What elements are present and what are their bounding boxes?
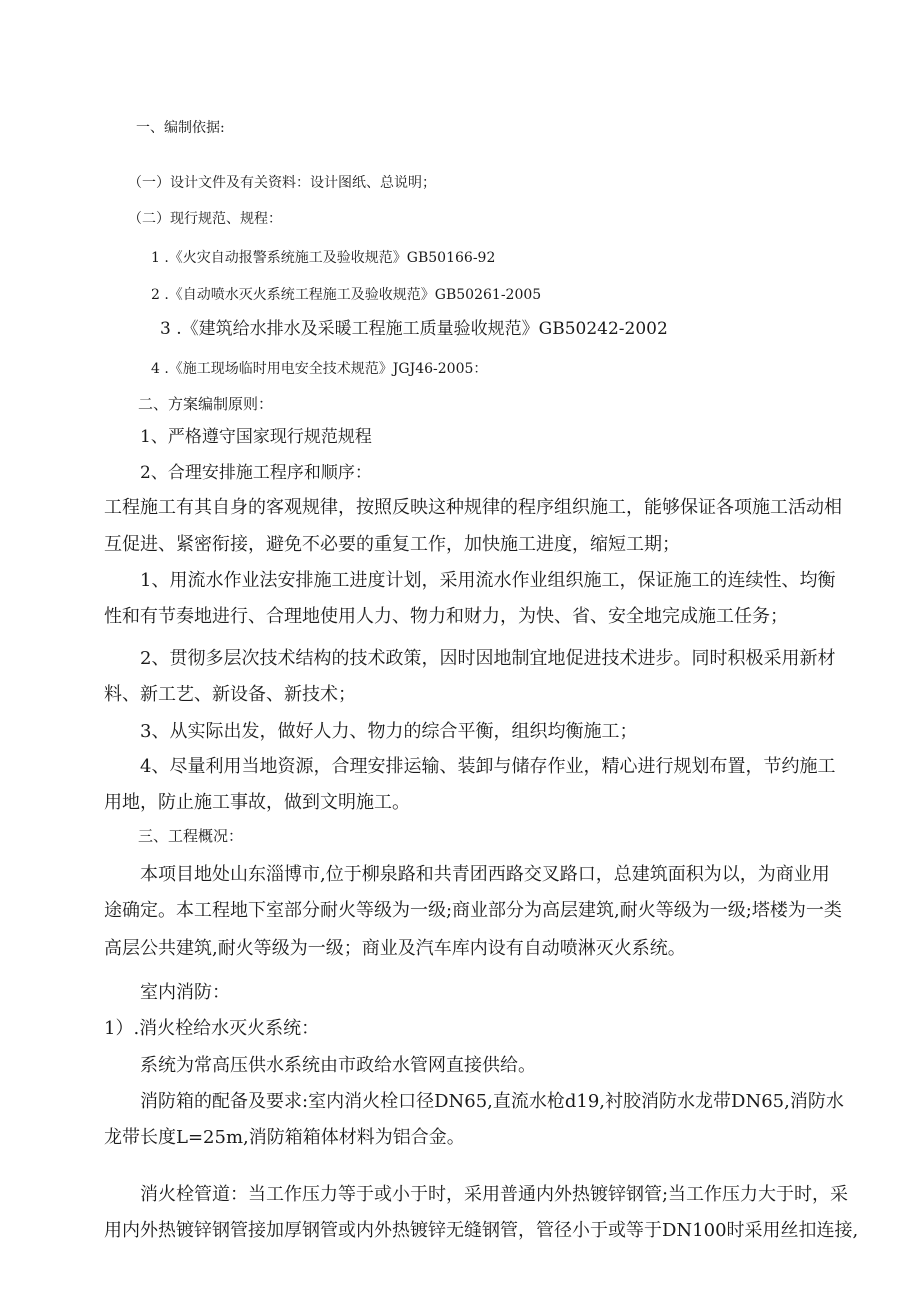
spec-item-1: 1 .《火灾自动报警系统施工及验收规范》GB50166-92	[151, 250, 496, 266]
paragraph-line: 途确定。本工程地下室部分耐火等级为一级;商业部分为高层建筑,耐火等级为一级;塔楼为一类	[104, 900, 842, 921]
basis-item-2: （二）现行规范、规程：	[128, 211, 282, 227]
spec-item-2: 2 .《自动喷水灭火系统工程施工及验收规范》GB50261-2005	[151, 287, 542, 303]
paragraph-line: 消火栓管道：当工作压力等于或小于时，采用普通内外热镀锌钢管;当工作压力大于时，采	[140, 1184, 849, 1205]
subheading-hydrant: 1）.消火栓给水灭火系统：	[104, 1018, 320, 1039]
heading-principles: 二、方案编制原则：	[138, 395, 274, 413]
basis-item-1: （一）设计文件及有关资料：设计图纸、总说明；	[128, 175, 436, 191]
paragraph-line: 互促进、紧密衔接，避免不必要的重复工作，加快施工进度，缩短工期；	[104, 534, 680, 555]
paragraph-line: 高层公共建筑,耐火等级为一级；商业及汽车库内设有自动喷淋灭火系统。	[104, 938, 686, 959]
paragraph-line: 4、尽量利用当地资源，合理安排运输、装卸与储存作业，精心进行规划布置，节约施工	[140, 756, 836, 777]
principle-1: 1、严格遵守国家现行规范规程	[140, 427, 372, 447]
paragraph-line: 系统为常高压供水系统由市政给水管网直接供给。	[140, 1055, 536, 1076]
paragraph-line: 龙带长度L=25m,消防箱箱体材料为铝合金。	[104, 1127, 465, 1148]
paragraph-line: 2、贯彻多层次技术结构的技术政策，因时因地制宜地促进技术进步。同时积极采用新材	[140, 648, 836, 669]
paragraph-line: 3、从实际出发，做好人力、物力的综合平衡，组织均衡施工；	[140, 721, 638, 742]
spec-item-4: 4 .《施工现场临时用电安全技术规范》JGJ46-2005：	[151, 361, 488, 377]
paragraph-line: 性和有节奏地进行、合理地使用人力、物力和财力，为快、省、安全地完成施工任务；	[104, 606, 788, 627]
paragraph-line: 工程施工有其自身的客观规律，按照反映这种规律的程序组织施工，能够保证各项施工活动相	[104, 497, 842, 518]
paragraph-line: 料、新工艺、新设备、新技术；	[104, 684, 356, 705]
heading-overview: 三、工程概况：	[138, 827, 244, 845]
paragraph-line: 消防箱的配备及要求:室内消火栓口径DN65,直流水枪d19,衬胶消防水龙带DN65,消防水	[140, 1091, 844, 1112]
subheading-indoor: 室内消防：	[140, 982, 230, 1003]
paragraph-line: 本项目地处山东淄博市,位于柳泉路和共青团西路交叉路口，总建筑面积为以，为商业用	[140, 864, 830, 885]
heading-basis: 一、编制依据:	[136, 120, 225, 136]
spec-item-3: 3 .《建筑给水排水及采暖工程施工质量验收规范》GB50242-2002	[160, 319, 668, 339]
paragraph-line: 1、用流水作业法安排施工进度计划，采用流水作业组织施工，保证施工的连续性、均衡	[140, 570, 836, 591]
paragraph-line: 用内外热镀锌钢管接加厚钢管或内外热镀锌无缝钢管，管径小于或等于DN100时采用丝扣连接,	[104, 1220, 859, 1241]
principle-2: 2、合理安排施工程序和顺序：	[140, 463, 372, 483]
paragraph-line: 用地，防止施工事故，做到文明施工。	[104, 792, 410, 813]
